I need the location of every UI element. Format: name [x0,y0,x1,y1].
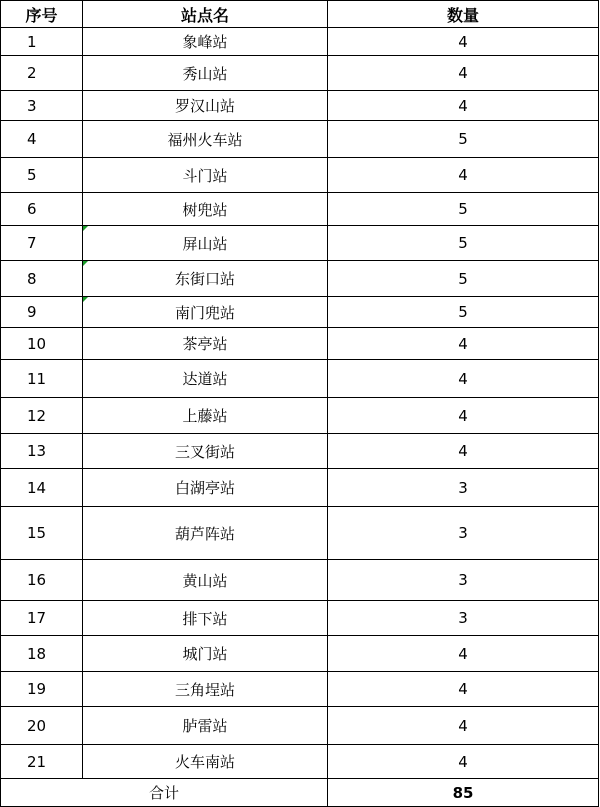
total-value: 85 [328,779,599,807]
table-row [1,560,599,601]
row-index: 5 [1,158,83,193]
row-station [83,261,328,297]
table-header-row [1,1,599,28]
row-station: 象峰站 [83,28,328,56]
row-count: 3 [328,507,599,560]
row-count: 4 [328,360,599,398]
table-row [1,28,599,56]
row-index: 1 [1,28,83,56]
comment-marker-icon [83,261,88,266]
table-row [1,398,599,434]
row-count: 4 [328,434,599,469]
row-count: 5 [328,261,599,297]
row-index: 3 [1,91,83,121]
row-index: 17 [1,601,83,636]
row-station: 火车南站 [83,745,328,779]
row-station: 茶亭站 [83,328,328,360]
row-count: 4 [328,636,599,672]
table-row [1,707,599,745]
row-count: 4 [328,328,599,360]
row-count: 3 [328,469,599,507]
table-row [1,636,599,672]
row-station [83,297,328,328]
row-index: 12 [1,398,83,434]
row-station: 斗门站 [83,158,328,193]
row-count: 5 [328,121,599,158]
row-station-label: 南门兜站 [174,303,235,322]
row-index: 18 [1,636,83,672]
row-count: 4 [328,745,599,779]
row-count: 4 [328,158,599,193]
row-index: 16 [1,560,83,601]
row-station: 福州火车站 [83,121,328,158]
row-count: 5 [328,297,599,328]
row-count: 5 [328,193,599,226]
row-station: 达道站 [83,360,328,398]
row-station: 三叉街站 [83,434,328,469]
row-index: 11 [1,360,83,398]
table-row [1,91,599,121]
row-station: 树兜站 [83,193,328,226]
table-row [1,56,599,91]
table-row [1,121,599,158]
row-station: 黄山站 [83,560,328,601]
row-index: 20 [1,707,83,745]
row-station [83,226,328,261]
row-station: 白湖亭站 [83,469,328,507]
row-index: 10 [1,328,83,360]
row-index: 7 [1,226,83,261]
table-row [1,261,599,297]
table-row [1,158,599,193]
total-row [1,779,599,807]
table-row [1,193,599,226]
row-count: 5 [328,226,599,261]
row-station-label: 东街口站 [174,270,235,288]
table-row [1,434,599,469]
header-station: 站点名 [83,1,328,28]
row-index: 6 [1,193,83,226]
row-count: 4 [328,91,599,121]
row-index: 14 [1,469,83,507]
row-index: 8 [1,261,83,297]
row-station-label: 屏山站 [182,234,228,253]
row-count: 3 [328,601,599,636]
row-count: 3 [328,560,599,601]
row-station: 排下站 [83,601,328,636]
table-row [1,469,599,507]
row-count: 4 [328,707,599,745]
table-row [1,226,599,261]
row-index: 9 [1,297,83,328]
row-index: 13 [1,434,83,469]
table-row [1,360,599,398]
header-count: 数量 [328,1,599,28]
row-index: 4 [1,121,83,158]
row-station: 三角埕站 [83,672,328,707]
row-count: 4 [328,398,599,434]
table-row [1,601,599,636]
table-row [1,672,599,707]
row-count: 4 [328,672,599,707]
table-row [1,328,599,360]
row-count: 4 [328,28,599,56]
row-station: 城门站 [83,636,328,672]
total-label: 合计 [1,779,328,807]
row-index: 19 [1,672,83,707]
row-index: 21 [1,745,83,779]
row-station: 上藤站 [83,398,328,434]
comment-marker-icon [83,226,88,231]
table-row [1,745,599,779]
table-row [1,507,599,560]
row-station: 罗汉山站 [83,91,328,121]
row-index: 2 [1,56,83,91]
header-index: 序号 [1,1,83,28]
row-index: 15 [1,507,83,560]
table-row [1,297,599,328]
row-station: 秀山站 [83,56,328,91]
row-station: 胪雷站 [83,707,328,745]
row-count: 4 [328,56,599,91]
comment-marker-icon [83,297,88,302]
row-station: 葫芦阵站 [83,507,328,560]
